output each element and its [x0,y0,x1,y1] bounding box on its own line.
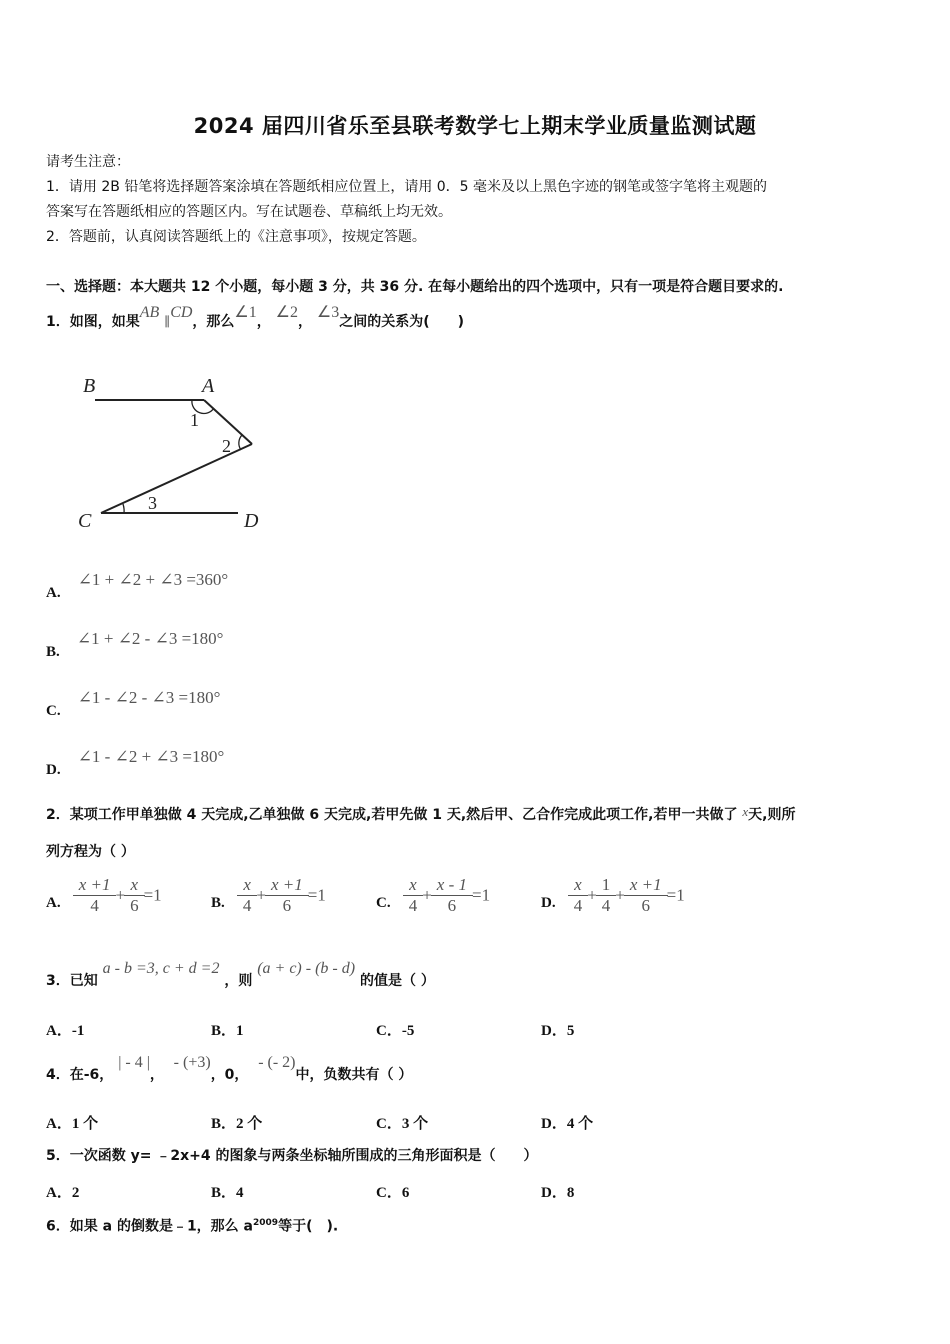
option-label: B. [211,895,225,911]
option-label: D. [46,762,61,778]
q2-option-d[interactable]: D. $\frac{x}{4}$ + $\frac{1}{4}$ + $\frac{x +1}{6}$ =1 [541,875,685,915]
question-2-stem-line2: 列方程为（ ） [46,844,135,860]
notice-heading: 请考生注意： [46,154,130,170]
stem-text: 中，负数共有（ ） [295,1067,413,1083]
question-number: 3． [46,973,70,989]
stem-text: 一次函数 y= ﹣2x+4 的图象与两条坐标轴所围成的三角形面积是（ ） [69,1148,538,1164]
q5-option-d[interactable]: D．8 [541,1185,575,1201]
label-d: D [244,510,259,532]
q3-option-d[interactable]: D．5 [541,1023,575,1039]
option-label: C. [46,703,61,719]
q4-option-c[interactable]: C．3 个 [376,1116,429,1132]
math-var-x: x [742,804,749,819]
question-5-stem [46,1147,537,1165]
q4-option-d[interactable]: D．4 个 [541,1116,594,1132]
option-label: A. [46,585,61,601]
exponent: 2009 [253,1218,279,1228]
stem-text: ， [256,314,271,330]
math-abs-neg4: | - 4 | [118,1054,150,1071]
stem-text: ，0， [210,1067,249,1083]
q3-option-a[interactable]: A．-1 [46,1023,85,1039]
option-expr: ∠1 + ∠2 + ∠3 =360° [77,570,229,589]
notice-item-1-cont: 答案写在答题纸相应的答题区内。写在试题卷、草稿纸上均无效。 [46,204,452,220]
parallel-symbol: ∥ [164,314,171,329]
fraction: $\frac{x +1}{6}$ [627,875,665,916]
fraction: $\frac{x}{4}$ [240,875,255,916]
q5-option-c[interactable]: C．6 [376,1185,410,1201]
q2-option-a[interactable]: A. $\frac{x +1}{4}$ + $\frac{x}{6}$ =1 [46,875,162,915]
stem-text: 之间的关系为( ) [339,314,464,330]
section-heading: 一、选择题：本大题共 12 个小题，每小题 3 分，共 36 分. 在每小题给出的四个选项中，只有一项是符合题目要求的. [46,279,784,295]
label-c: C [78,510,92,532]
question-number: 2． [46,807,70,823]
angle-label-1: 1 [190,410,199,430]
q1-option-d[interactable] [46,747,225,778]
label-b: B [83,375,96,397]
notice-item-2: 2．答题前，认真阅读答题纸上的《注意事项》，按规定答题。 [46,229,426,245]
question-1-stem [46,304,464,331]
stem-text: 如果 a 的倒数是﹣1，那么 a [69,1218,254,1235]
math-neg-pos3: - (+3) [173,1054,211,1071]
q5-option-a[interactable]: A．2 [46,1185,80,1201]
fraction: $\frac{x +1}{6}$ [268,875,306,916]
parallel-lines-diagram [70,368,270,538]
question-number: 6． [46,1218,70,1235]
q2-option-c[interactable]: C. $\frac{x}{4}$ + $\frac{x - 1}{6}$ =1 [376,875,491,915]
stem-text: 某项工作甲单独做 4 天完成,乙单独做 6 天完成,若甲先做 1 天,然后甲、乙合作完成此项工作,若甲一共做了 [69,807,738,823]
fraction: $\frac{x}{4}$ [571,875,586,916]
option-expr: ∠1 - ∠2 + ∠3 =180° [77,747,225,766]
q1-option-c[interactable] [46,688,221,719]
math-ab: AB [139,304,160,321]
option-label: D. [541,895,556,911]
stem-text: ，那么 [192,314,235,330]
math-angle-2: ∠2 [275,304,298,321]
fraction: $\frac{x}{6}$ [127,875,142,916]
stem-text: 等于( ). [278,1218,339,1235]
label-a: A [202,375,215,397]
stem-text: ， [297,314,312,330]
q5-option-b[interactable]: B．4 [211,1185,244,1201]
q2-option-b[interactable]: B. $\frac{x}{4}$ + $\frac{x +1}{6}$ =1 [211,875,326,915]
fraction: $\frac{x +1}{4}$ [76,875,114,916]
math-angle-3: ∠3 [316,304,340,321]
q1-option-b[interactable] [46,629,224,660]
q1-option-a[interactable] [46,570,229,601]
stem-text: 已知 [69,973,98,989]
notice-item-1: 1．请用 2B 铅笔将选择题答案涂填在答题纸相应位置上，请用 0．5 毫米及以上黑色字迹的钢笔或签字笔将主观题的 [46,179,768,195]
q3-option-c[interactable]: C．-5 [376,1023,415,1039]
question-number: 5． [46,1148,70,1164]
question-6-stem [46,1214,338,1236]
fraction: $\frac{x}{4}$ [406,875,421,916]
angle-label-3: 3 [148,493,157,513]
stem-text: ， [149,1067,164,1083]
stem-text: 的值是（ ） [359,973,435,989]
question-2-stem-line1 [46,806,795,824]
stem-text: ，则 [224,973,253,989]
question-number: 1． [46,314,70,330]
fraction: $\frac{1}{4}$ [599,875,614,916]
fraction: $\frac{x - 1}{6}$ [434,875,470,916]
option-label: A. [46,895,61,911]
stem-text: 在-6， [69,1067,114,1083]
q3-option-b[interactable]: B．1 [211,1023,244,1039]
math-neg-neg2: - (- 2) [258,1054,296,1071]
q4-option-b[interactable]: B．2 个 [211,1116,263,1132]
math-angle-1: ∠1 [234,304,257,321]
option-expr: ∠1 - ∠2 - ∠3 =180° [77,688,221,707]
option-expr: ∠1 + ∠2 - ∠3 =180° [76,629,224,648]
stem-text: 天,则所 [748,807,796,823]
option-label: B. [46,644,60,660]
math-cd: CD [170,304,193,321]
option-label: C. [376,895,391,911]
question-4-stem [46,1054,413,1084]
q4-option-a[interactable]: A．1 个 [46,1116,99,1132]
math-given: a - b =3, c + d =2 [102,960,220,977]
math-expression: (a + c) - (b - d) [257,960,356,977]
geometry-figure [70,368,270,538]
stem-text: 如图，如果 [69,314,140,330]
document-title: 2024 届四川省乐至县联考数学七上期末学业质量监测试题 [193,114,757,138]
angle-label-2: 2 [222,436,231,456]
question-number: 4． [46,1067,70,1083]
question-3-stem [46,960,435,990]
